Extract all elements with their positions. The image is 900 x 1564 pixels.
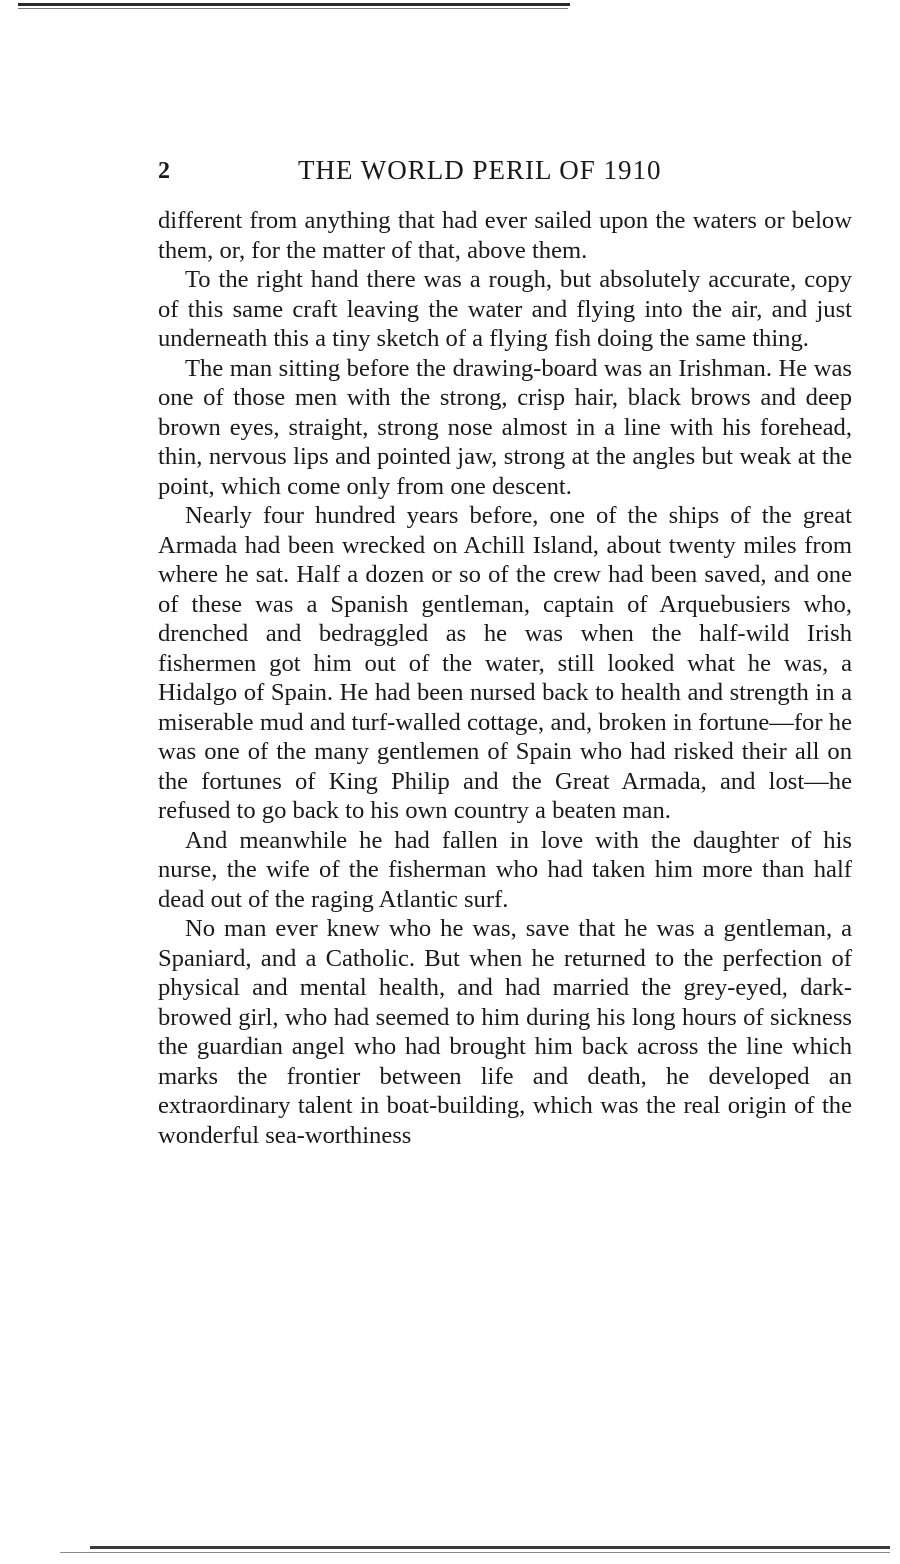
paragraph-5: And meanwhile he had fallen in love with the daughter of his nurse, the wife of the fisherman who had taken him more than half dead out of the raging Atlantic surf. xyxy=(158,826,852,913)
top-border-rule-thin xyxy=(18,8,568,9)
bottom-border-rule-thin xyxy=(60,1552,890,1553)
top-border-rule xyxy=(18,3,570,6)
body-text xyxy=(158,206,852,1150)
running-title: THE WORLD PERIL OF 1910 xyxy=(298,155,662,185)
bottom-border-rule xyxy=(90,1546,890,1549)
paragraph-3: The man sitting before the drawing-board was an Irishman. He was one of those men with the strong, crisp hair, black brows and deep brown eyes, straight, strong nose almost in a line with his forehead, thin, nervous lips and pointed jaw, strong at the angles but weak at the point, which come only from one descent. xyxy=(158,354,852,500)
paragraph-1: different from anything that had ever sailed upon the waters or below them, or, for the matter of that, above them. xyxy=(158,207,852,264)
page-number: 2 xyxy=(158,158,170,184)
paragraph-6: No man ever knew who he was, save that he was a gentleman, a Spaniard, and a Catholic. But when he returned to the perfection of physical and mental health, and had married the grey-eyed, dark-browed girl, who had seemed to him during his long hours of sickness the guardian angel who had brought him back across the line which marks the frontier between life and death, he developed an extraordinary talent in boat-building, which was the real origin of the wonderful sea-worthiness xyxy=(158,915,852,1149)
paragraph-2: To the right hand there was a rough, but absolutely accurate, copy of this same craft leaving the water and flying into the air, and just underneath this a tiny sketch of a flying fish doing the same thing. xyxy=(158,266,852,352)
paragraph-4: Nearly four hundred years before, one of the ships of the great Armada had been wrecked on Achill Island, about twenty miles from where he sat. Half a dozen or so of the crew had been saved, and one of these was a Spanish gentleman, captain of Arquebusiers who, drenched and bedraggled as he was when the half-wild Irish fishermen got him out of the water, still looked what he was, a Hidalgo of Spain. He had been nursed back to health and strength in a miserable mud and turf-walled cottage, and, broken in fortune—for he was one of the many gentlemen of Spain who had risked their all on the fortunes of King Philip and the Great Armada, and lost—he refused to go back to his own country a beaten man. xyxy=(158,502,852,824)
